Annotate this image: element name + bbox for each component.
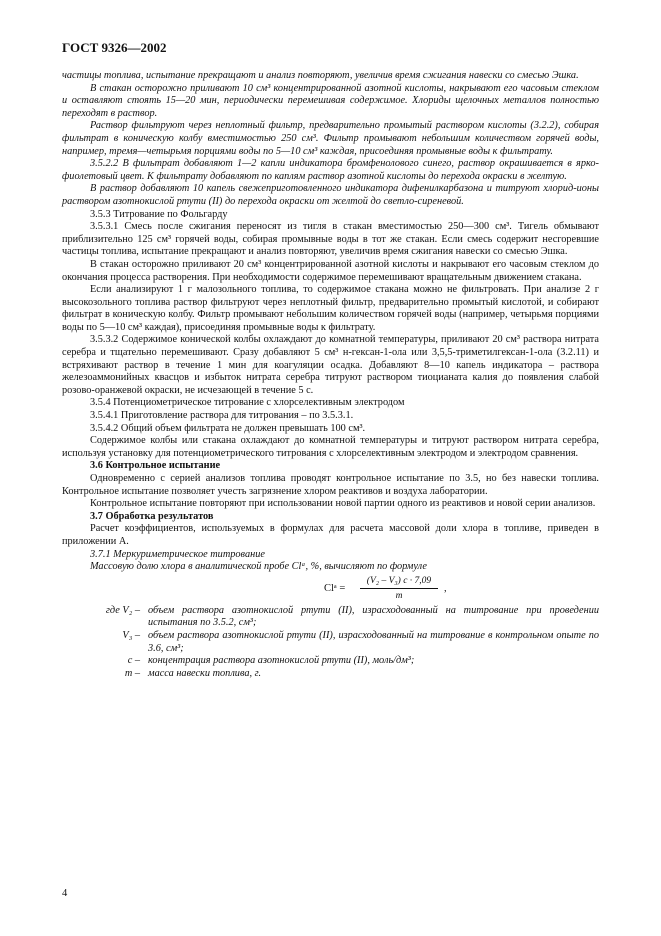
section-heading: 3.7 Обработка результатов xyxy=(90,510,214,522)
section-heading: 3.6 Контрольное испытание xyxy=(90,460,221,472)
definition-item xyxy=(62,630,599,655)
definition-symbol: m – xyxy=(124,667,140,679)
paragraph: 3.5.4.2 Общий объем фильтрата не должен превышать 100 см³. xyxy=(90,422,366,434)
paragraph: 3.5.3.2 Содержимое конической колбы охлаждают до комнатной температуры, приливают 20 см³ раствора нитрата серебра и тщательно перемешивают. Сразу добавляют 5 см³ н-гексан-1-ола или 3,5,5-триметилгексан-1-ола (3.2.11) и встряхивают раствор в течение 1 мин для коагуляции осадка. Добавляют 8—10 капель индикатора – раствора железоаммонийных квасцов и избыток нитрата серебра титруют раствором тиоцианата калия до появления слабой розово-оранжевой окраски, не исчезающей в течение 5 с. xyxy=(62,334,599,396)
section-heading: 3.5.3 Титрование по Фольгарду xyxy=(90,208,228,220)
formula-fraction xyxy=(360,575,438,603)
definition-item xyxy=(62,655,599,668)
formula-denominator: m xyxy=(395,591,403,602)
definition-symbol: где V₂ – xyxy=(105,604,140,616)
paragraph: 3.5.4.1 Приготовление раствора для титрования – по 3.5.3.1. xyxy=(90,410,354,422)
paragraph: Содержимое колбы или стакана охлаждают до комнатной температуры и титруют раствором нитрата серебра, используя установку для потенциометрического титрования с хлорселективным электродом и электродом сравнения. xyxy=(62,435,599,459)
section-heading: 3.5.4 Потенциометрическое титрование с хлорселективным электродом xyxy=(90,397,405,409)
paragraph: 3.5.2.2 В фильтрат добавляют 1—2 капли индикатора бромфенолового синего, раствор окрашивается в ярко-фиолетовый цвет. К фильтрату добавляют по каплям раствор азотной кислоты до перехода окраски в желтую. xyxy=(62,158,599,182)
definition-item xyxy=(62,605,599,630)
formula xyxy=(62,575,599,603)
definition-text: масса навески топлива, г. xyxy=(148,667,262,679)
definition-text: объем раствора азотнокислой ртути (II), израсходованный на титрование при проведении испытания по 3.5.2, см³; xyxy=(148,604,599,629)
paragraph: В стакан осторожно приливают 10 см³ концентрированной азотной кислоты, накрывают его часовым стеклом и оставляют стоять 15—20 мин, периодически перемешивая содержимое. Хлориды щелочных металлов полностью переходят в раствор. xyxy=(62,82,599,119)
formula-trailing: , xyxy=(444,582,447,594)
paragraph: В раствор добавляют 10 капель свежеприготовленного индикатора дифенилкарбазона и титруют хлорид-ионы раствором азотнокислой ртути (II) до перехода окраски от желтой до светло-сиреневой. xyxy=(62,183,599,207)
definition-item xyxy=(62,668,599,681)
definition-symbol: c – xyxy=(127,655,140,667)
paragraph: Раствор фильтруют через неплотный фильтр, предварительно промытый раствором кислоты (3.2.2), собирая фильтрат в коническую колбу вместимостью 250 см³. Фильтр промывают небольшим количеством горячей воды, например, тремя—четырьмя порциями воды по 5—10 см³ каждая, присоединяя промывные воды к фильтрату. xyxy=(62,120,599,157)
paragraph: Если анализируют 1 г малозольного топлива, то содержимое стакана можно не фильтровать. При анализе 2 г высокозольного топлива раствор фильтруют через неплотный фильтр, предварительно промытый кислотой, и собирают фильтрат в коническую колбу. Фильтр промывают небольшим количеством горячей воды (например, четырьмя порциями воды по 5—10 см³ каждая), присоединяя промывные воды к фильтрату. xyxy=(62,284,599,333)
document-body xyxy=(62,70,599,680)
definition-text: объем раствора азотнокислой ртути (II), израсходованный на титрование в контрольном опыте по 3.6, см³; xyxy=(148,629,599,654)
definition-symbol: V₃ – xyxy=(122,629,140,641)
page-number: 4 xyxy=(62,888,68,899)
subsection-heading: 3.7.1 Меркуриметрическое титрование xyxy=(90,548,265,560)
paragraph: 3.5.3.1 Смесь после сжигания переносят из тигля в стакан вместимостью 250—300 см³. Тигель обмывают приблизительно 125 см³ горячей воды, собирая промывные воды в тот же стакан. Если смесь содержит несгоревшие частицы топлива, испытание прекращают и анализ повторяют, увеличив время сжигания навески со смесью Эшка. xyxy=(62,221,599,258)
paragraph: Одновременно с серией анализов топлива проводят контрольное испытание по 3.5, но без навески топлива. Контрольное испытание позволяет учесть загрязнение хлором реактивов и воздуха лаборатории. xyxy=(62,473,599,497)
definition-text: концентрация раствора азотнокислой ртути (II), моль/дм³; xyxy=(148,655,415,667)
paragraph: Контрольное испытание повторяют при использовании новой партии одного из реактивов и новой серии анализов. xyxy=(90,498,596,510)
paragraph: частицы топлива, испытание прекращают и анализ повторяют, увеличив время сжигания навески со смесью Эшка. xyxy=(62,70,579,81)
document-header: ГОСТ 9326—2002 xyxy=(62,40,167,55)
formula-numerator: (V₂ – V₃) c · 7,09 xyxy=(360,575,438,590)
paragraph: В стакан осторожно приливают 20 см³ концентрированной азотной кислоты и накрывают его часовым стеклом до окончания процесса растворения. При необходимости содержимое перемешивают вращательным движением стакана. xyxy=(62,258,599,283)
paragraph: Массовую долю хлора в аналитической пробе Clᵃ, %, вычисляют по формуле xyxy=(90,561,427,573)
formula-lhs: Clᵃ = xyxy=(324,582,346,594)
paragraph: Расчет коэффициентов, используемых в формулах для расчета массовой доли хлора в топливе, приведен в приложении А. xyxy=(62,523,599,547)
